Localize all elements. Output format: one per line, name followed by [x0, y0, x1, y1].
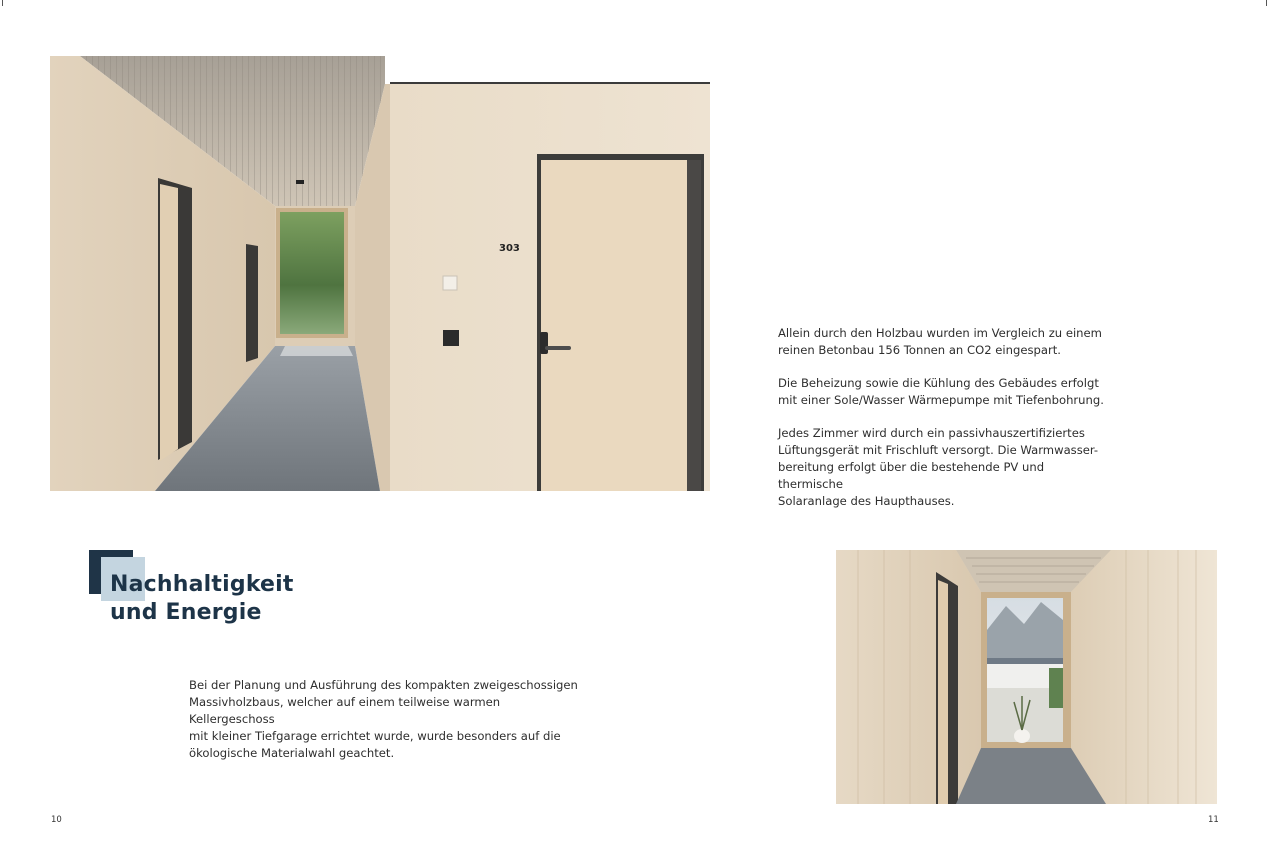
hallway-photo: [836, 550, 1217, 804]
right-page-text: [778, 325, 1108, 526]
paragraph-ventilation: Jedes Zimmer wird durch ein passivhauszertifiziertes Lüftungsgerät mit Frischluft versorgt. Die Warmwasser- bereitung erfolgt über die bestehende PV und thermische Solaranlage des Haupthauses.: [778, 426, 1099, 508]
page-number-left: 10: [51, 815, 62, 825]
page-number-right: 11: [1208, 815, 1219, 825]
section-heading: Nachhaltigkeit und Energie: [110, 572, 294, 625]
paragraph-co2: Allein durch den Holzbau wurden im Vergleich zu einem reinen Betonbau 156 Tonnen an CO2 eingespart.: [778, 326, 1102, 357]
paragraph-planning: Bei der Planung und Ausführung des kompakten zweigeschossigen Massivholzbaus, welcher auf einem teilweise warmen Kellergeschoss mit kleiner Tiefgarage errichtet wurde, wurde besonders auf die ökologische Materialwahl geachtet.: [189, 678, 578, 760]
crop-mark-left: [2, 0, 3, 6]
paragraph-heating: Die Beheizung sowie die Kühlung des Gebäudes erfolgt mit einer Sole/Wasser Wärmepumpe mit Tiefenbohrung.: [778, 376, 1104, 407]
crop-mark-right: [1266, 0, 1267, 6]
room-number-303: 303: [499, 243, 520, 254]
left-page-text: [189, 677, 579, 778]
corridor-photo: [50, 56, 710, 491]
